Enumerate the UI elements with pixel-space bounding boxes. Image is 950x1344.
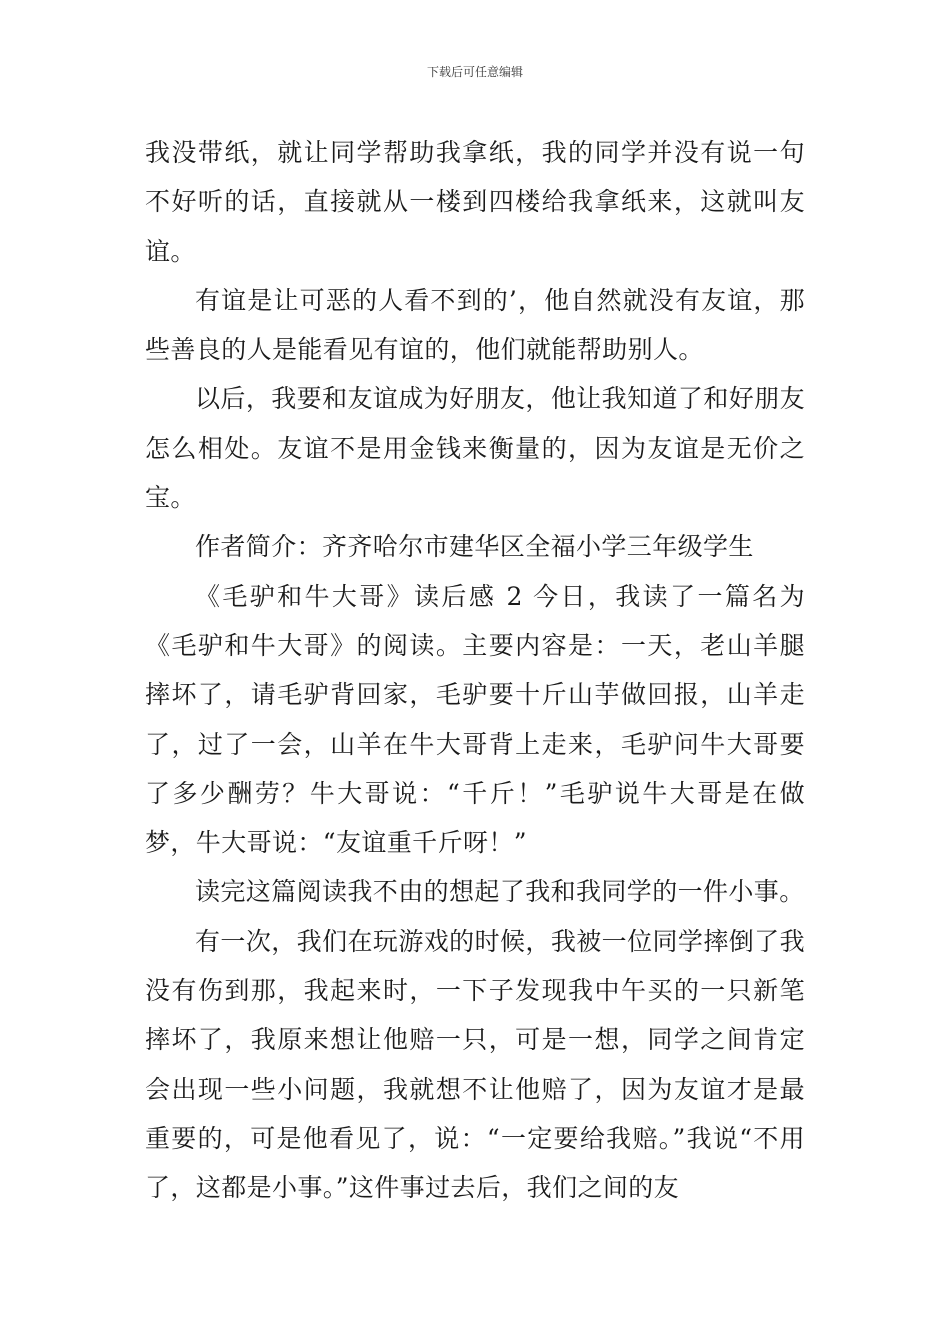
- document-body: [145, 128, 805, 1213]
- paragraph-6: 读完这篇阅读我不由的想起了我和我同学的一件小事。: [195, 877, 805, 907]
- paragraph-1: 我没带纸，就让同学帮助我拿纸，我的同学并没有说一句不好听的话，直接就从一楼到四楼给我拿纸来，这就叫友谊。: [145, 138, 805, 266]
- paragraph-2: 有谊是让可恶的人看不到的’，他自然就没有友谊，那些善良的人是能看见有谊的，他们就能帮助别人。: [145, 285, 805, 365]
- paragraph-5: 《毛驴和牛大哥》读后感 2 今日，我读了一篇名为《毛驴和牛大哥》的阅读。主要内容是：一天，老山羊腿摔坏了，请毛驴背回家，毛驴要十斤山芋做回报，山羊走了，过了一会，山羊在牛大哥背上走来，毛驴问牛大哥要了多少酬劳？牛大哥说：“千斤！”毛驴说牛大哥是在做梦，牛大哥说：“友谊重千斤呀！”: [145, 581, 805, 858]
- paragraph-7: 有一次，我们在玩游戏的时候，我被一位同学摔倒了我没有伤到那，我起来时，一下子发现我中午买的一只新笔摔坏了，我原来想让他赔一只，可是一想，同学之间肯定会出现一些小问题，我就想不让他赔了，因为友谊才是最重要的，可是他看见了，说：“一定要给我赔。”我说“不用了，这都是小事。”这件事过去后，我们之间的友: [145, 926, 805, 1203]
- page-header: 下载后可任意编辑: [426, 65, 523, 79]
- paragraph-3: 以后，我要和友谊成为好朋友，他让我知道了和好朋友怎么相处。友谊不是用金钱来衡量的，因为友谊是无价之宝。: [145, 384, 805, 513]
- author-intro: 作者简介：齐齐哈尔市建华区全福小学三年级学生: [195, 532, 754, 562]
